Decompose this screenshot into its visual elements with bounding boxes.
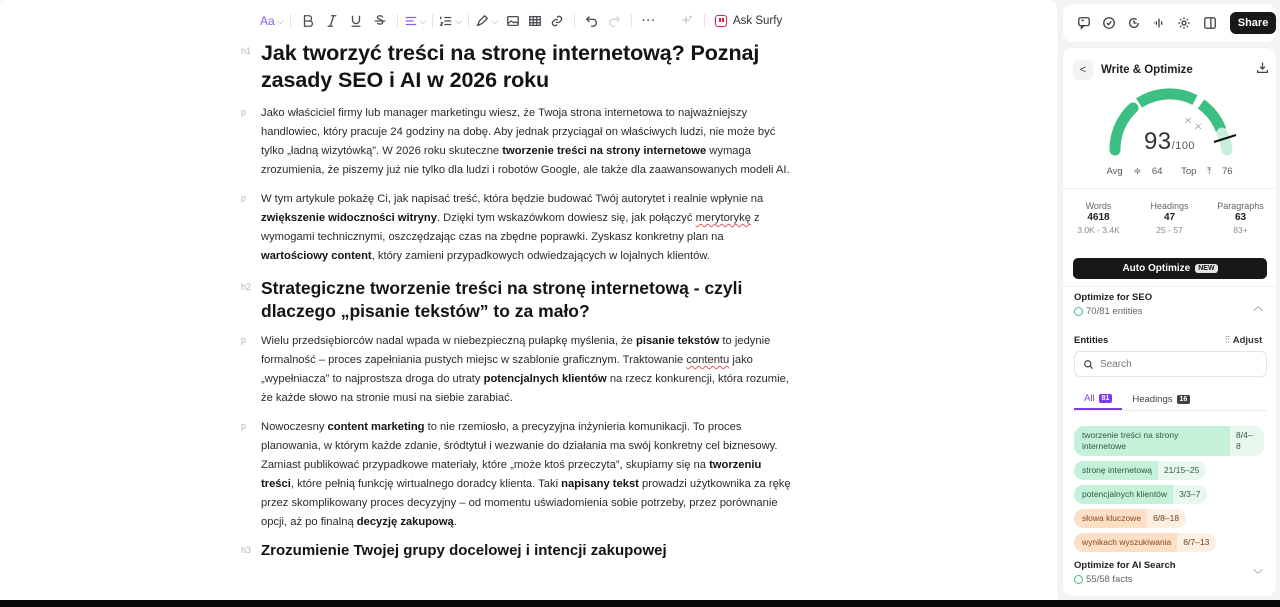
download-icon — [1256, 61, 1269, 74]
ask-surfy-button[interactable]: Ask Surfy — [715, 15, 782, 27]
pen-icon — [475, 14, 489, 28]
toolbar-divider — [704, 14, 705, 28]
block-tag-p: p — [241, 421, 247, 431]
underline-button[interactable] — [345, 10, 367, 32]
numbered-list-icon — [439, 14, 453, 28]
block-tag-h3: h3 — [241, 545, 252, 555]
block-tag-p: p — [241, 335, 247, 345]
entity-chip[interactable]: tworzenie treści na strony internetowe 8/4–8 — [1074, 426, 1264, 456]
entity-tabs — [1074, 388, 1267, 411]
chevron-down-icon: ⌵ — [276, 15, 284, 26]
entity-list — [1074, 426, 1269, 552]
toolbar-divider — [574, 14, 575, 28]
stat-paragraphs: Paragraphs 63 83+ — [1217, 201, 1264, 235]
chevron-left-icon: < — [1079, 64, 1087, 76]
collapse-seo-button[interactable]: ︿ — [1253, 302, 1263, 313]
stat-words: Words 4618 3.0K - 3.4K — [1077, 201, 1120, 235]
paragraph-block[interactable] — [241, 332, 793, 408]
toolbar-divider — [397, 14, 398, 28]
progress-ring-icon — [1074, 575, 1083, 584]
chevron-down-icon: ⌵ — [419, 15, 427, 26]
heading-3-block[interactable] — [241, 541, 793, 561]
write-optimize-panel — [1063, 48, 1276, 596]
top-benchmark: Top ⤒ 76 — [1181, 166, 1233, 177]
paragraph-1[interactable]: Jako właściciel firmy lub manager marketingu wiesz, że Twoja strona internetowa to najważniejszy handlowiec, który pracuje 24 godziny na dobę. Aby jednak przyciągał on właściwych ludzi, nie może być tylko „ładną wizytówką”. W 2026 roku skuteczne tworzenie treści na strony internetowe wymaga zrozumienia, że piszemy już nie tylko dla ludzi i robotów Google, ale także dla zaawansowanych modeli AI. — [261, 107, 790, 176]
paragraph-4[interactable]: Nowoczesny content marketing to nie rzemiosło, a precyzyjna inżynieria komunikacji. To proces planowania, w którym każde zdanie, śródtytuł i wezwanie do działania ma swój konkretny cel biznesowy. Zamiast publikować przypadkowe materiały, które „może ktoś przeczyta”, skupiamy się na tworzeniu treści, które pełnią funkcję wirtualnego doradcy klienta. Taki napisany tekst prowadzi użytkownika za rękę przez skomplikowany proces decyzyjny – od momentu uświadomienia sobie potrzeby, przez porównanie opcji, aż po finalną decyzję zakupową. — [261, 421, 791, 528]
bold-icon — [301, 14, 315, 28]
link-icon — [550, 14, 564, 28]
expand-ai-button[interactable]: ﹀ — [1253, 570, 1263, 581]
table-icon — [528, 14, 542, 28]
entities-label: Entities — [1074, 335, 1109, 346]
entity-search[interactable] — [1074, 351, 1267, 377]
italic-button[interactable] — [321, 10, 343, 32]
search-icon — [1083, 359, 1094, 370]
avg-icon: ≑ — [1133, 166, 1142, 177]
tab-all[interactable]: All 81 — [1074, 388, 1122, 410]
undo-icon — [585, 14, 599, 28]
heading-1-block[interactable] — [241, 40, 793, 94]
block-tag-h1: h1 — [241, 46, 252, 56]
highlight-button[interactable] — [475, 10, 498, 32]
more-button[interactable]: ··· — [642, 15, 656, 27]
right-topbar — [1063, 4, 1276, 42]
sliders-icon: ⫶⫶ — [1225, 335, 1230, 346]
score-value: 93/100 — [1143, 128, 1196, 155]
entity-chip[interactable]: potencjalnych klientów 3/3–7 — [1074, 485, 1207, 504]
underline-icon — [349, 14, 363, 28]
settings-button[interactable] — [1176, 14, 1193, 32]
share-button[interactable]: Share — [1230, 12, 1276, 34]
settings-icon — [1177, 16, 1191, 30]
seo-section-title[interactable]: Optimize for SEO — [1074, 292, 1153, 303]
back-button[interactable] — [1073, 60, 1093, 80]
bottom-bar — [0, 600, 1280, 607]
comments-button[interactable] — [1075, 14, 1092, 32]
align-button[interactable] — [404, 10, 427, 32]
audio-button[interactable] — [1151, 14, 1168, 32]
score-benchmarks — [1063, 166, 1276, 177]
redo-button[interactable] — [603, 10, 625, 32]
paragraph-block[interactable] — [241, 190, 793, 266]
checks-button[interactable] — [1100, 14, 1117, 32]
subsection-heading[interactable]: Zrozumienie Twojej grupy docelowej i intencji zakupowej — [261, 542, 667, 559]
align-icon — [404, 14, 418, 28]
list-button[interactable] — [439, 10, 462, 32]
italic-icon — [325, 14, 339, 28]
table-button[interactable] — [524, 10, 546, 32]
undo-button[interactable] — [581, 10, 603, 32]
new-badge: NEW — [1195, 264, 1217, 273]
section-heading[interactable]: Strategiczne tworzenie treści na stronę internetową - czyli dlaczego „pisanie tekstów” to za mało? — [261, 278, 743, 321]
surfy-icon — [715, 15, 727, 27]
toolbar-divider — [290, 14, 291, 28]
stat-headings: Headings 47 25 - 57 — [1150, 201, 1189, 235]
search-input[interactable] — [1100, 359, 1250, 370]
entity-chip[interactable]: stronę internetową 21/15–25 — [1074, 461, 1206, 480]
history-button[interactable] — [1125, 14, 1142, 32]
ai-progress: 55/58 facts — [1074, 574, 1132, 585]
panel-header — [1073, 60, 1269, 80]
tab-headings[interactable]: Headings 16 — [1122, 388, 1200, 410]
heading-2-block[interactable] — [241, 277, 793, 323]
ai-sparkle-button[interactable] — [676, 10, 698, 32]
sidebar-toggle-button[interactable] — [1201, 14, 1218, 32]
progress-ring-icon — [1074, 307, 1083, 316]
check-circle-icon — [1102, 16, 1116, 30]
toolbar-divider — [432, 14, 433, 28]
top-icon: ⤒ — [1207, 166, 1212, 177]
spellcheck-flag: contentu — [686, 354, 730, 366]
comment-icon — [1077, 16, 1091, 30]
spellcheck-flag: merytorykę — [695, 212, 751, 224]
paragraph-block[interactable] — [241, 104, 793, 180]
content-stats — [1063, 188, 1276, 244]
ai-section-title[interactable]: Optimize for AI Search — [1074, 560, 1176, 571]
download-button[interactable] — [1256, 61, 1269, 79]
toolbar-divider — [468, 14, 469, 28]
panel-title: Write & Optimize — [1101, 64, 1193, 76]
count-badge: 81 — [1099, 394, 1113, 403]
document-body[interactable] — [241, 40, 793, 561]
paragraph-block[interactable] — [241, 418, 793, 532]
sparkle-icon — [680, 14, 694, 28]
link-button[interactable] — [546, 10, 568, 32]
toolbar-divider — [631, 14, 632, 28]
block-tag-p: p — [241, 107, 247, 117]
sidebar-toggle-icon — [1203, 16, 1217, 30]
bold-button[interactable] — [297, 10, 319, 32]
strikethrough-icon — [373, 14, 387, 28]
block-tag-h2: h2 — [241, 282, 252, 292]
divider — [1063, 286, 1276, 287]
text-style-button[interactable]: Aa ⌵ — [260, 14, 284, 28]
paragraph-2[interactable]: W tym artykule pokażę Ci, jak napisać treść, która będzie budować Twój autorytet i realnie wpłynie na zwiększenie widoczności witryny. Dzięki tym wskazówkom dowiesz się, jak połączyć merytorykę z wymogami technicznymi, oszczędzając czas na zbędne poprawki. Zyskasz konkretny plan na wartościowy content, który zamieni przypadkowych odwiedzających w lojalnych klientów. — [261, 193, 764, 262]
paragraph-3[interactable]: Wielu przedsiębiorców nadal wpada w niebezpieczną pułapkę myślenia, że pisanie tekstów to jedynie formalność – proces zapełniania pustych miejsc w szablonie graficznym. Traktowanie contentu jako „wypełniacza” to najprostsza droga do utraty potencjalnych klientów na rzecz konkurencji, która rozumie, że każde słowo na stronie musi na siebie zarabiać. — [261, 335, 789, 404]
entity-chip[interactable]: wynikach wyszukiwania 6/7–13 — [1074, 533, 1216, 552]
entity-chip[interactable]: słowa kluczowe 6/8–18 — [1074, 509, 1186, 528]
history-icon — [1127, 16, 1141, 30]
seo-progress: 70/81 entities — [1074, 306, 1143, 317]
count-badge: 16 — [1177, 395, 1191, 404]
image-button[interactable] — [502, 10, 524, 32]
strikethrough-button[interactable] — [369, 10, 391, 32]
block-tag-p: p — [241, 193, 247, 203]
redo-icon — [607, 14, 621, 28]
chevron-down-icon: ⌵ — [491, 15, 498, 26]
auto-optimize-button[interactable]: Auto Optimize NEW — [1073, 258, 1267, 279]
chevron-down-icon: ⌵ — [455, 15, 463, 26]
adjust-button[interactable]: ⫶⫶ Adjust — [1225, 335, 1263, 346]
document-title[interactable]: Jak tworzyć treści na stronę internetową? Poznaj zasady SEO i AI w 2026 roku — [261, 41, 760, 92]
audio-wave-icon — [1152, 16, 1166, 30]
editor-toolbar — [260, 10, 782, 32]
image-icon — [506, 14, 520, 28]
avg-benchmark: Avg ≑ 64 — [1106, 166, 1163, 177]
